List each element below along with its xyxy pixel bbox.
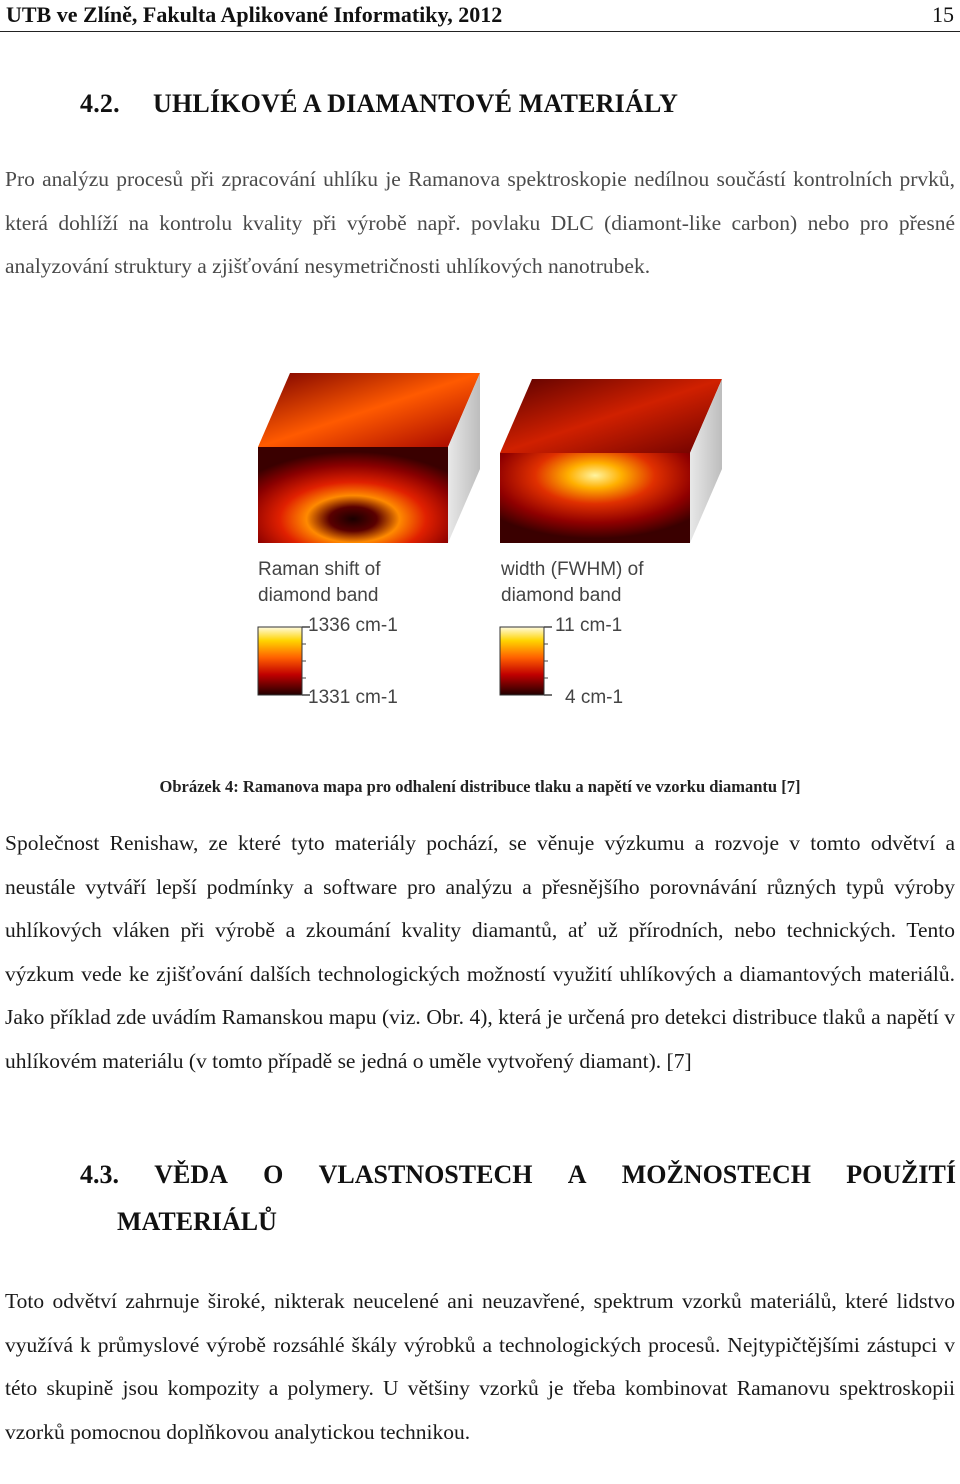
left-scale-title: Raman shift of diamond band (258, 559, 381, 606)
raman-map-figure (250, 365, 730, 715)
heading-word: A (567, 1160, 587, 1189)
heading-word: VLASTNOSTECH (318, 1160, 533, 1189)
right-cube-top (500, 379, 722, 453)
header-title: UTB ve Zlíně, Fakulta Aplikované Informatiky, 2012 (6, 2, 503, 27)
right-color-scale (500, 627, 544, 695)
page-number: 15 (932, 2, 954, 27)
section-heading-4-2 (80, 89, 679, 119)
left-scale-min: 1331 cm-1 (308, 687, 398, 708)
left-cube-front (258, 447, 448, 543)
section-number: 4.3. (80, 1160, 119, 1189)
page-header (0, 0, 960, 32)
right-scale-max: 11 cm-1 (555, 615, 623, 636)
heading-word: VĚDA (154, 1160, 228, 1189)
left-color-scale (258, 627, 302, 695)
paragraph-renishaw: Společnost Renishaw, ze které tyto materiály pochází, se věnuje výzkumu a rozvoje v tomto odvětví a neustále vytváří lepší podmínky a software pro analýzu a přesnějšího porovnávání různých typů výroby uhlíkových vláken při výrobě a zkoumání kvality diamantů, ať už přírodních, nebo technických. Tento výzkum vede ke zjišťování dalších technologických možností využití uhlíkových a diamantových materiálů. Jako příklad zde uvádím Ramanskou mapu (viz. Obr. 4), která je určená pro detekci distribuce tlaků a napětí v uhlíkovém materiálu (v tomto případě se jedná o uměle vytvořený diamant). [7] (5, 831, 955, 1073)
right-scale-title: width (FWHM) of diamond band (501, 559, 644, 606)
section-heading-4-3 (80, 1160, 956, 1190)
heading-word: MOŽNOSTECH (621, 1160, 811, 1189)
paragraph-composites: Toto odvětví zahrnuje široké, nikterak neucelené ani neuzavřené, spektrum vzorků materiálů, které lidstvo využívá k průmyslové výrobě rozsáhlé škály výrobků a technologických procesů. Nejtypičtějšími zástupci v této skupině jsou kompozity a polymery. U většiny vzorků je třeba kombinovat Ramanovu spektroskopii vzorků pomocnou doplňkovou analytickou technikou. (5, 1289, 955, 1444)
figure-caption: Obrázek 4: Ramanova mapa pro odhalení distribuce tlaku a napětí ve vzorku diamantu [7] (159, 777, 801, 796)
heading-word: O (263, 1160, 284, 1189)
right-cube-front (500, 453, 690, 543)
raman-map-image (250, 365, 730, 715)
right-scale-min: 4 cm-1 (565, 687, 624, 708)
left-scale-max: 1336 cm-1 (308, 615, 398, 636)
paragraph-intro: Pro analýzu procesů při zpracování uhlíku je Ramanova spektroskopie nedílnou součástí kontrolních prvků, která dohlíží na kontrolu kvality při výrobě např. povlaku DLC (diamont-like carbon) nebo pro přesné analyzování struktury a zjišťování nesymetričnosti uhlíkových nanotrubek. (5, 167, 955, 278)
heading-word: POUŽITÍ (846, 1160, 956, 1189)
section-number: 4.2. (80, 89, 120, 118)
left-cube-top (258, 373, 480, 447)
section-title: UHLÍKOVÉ A DIAMANTOVÉ MATERIÁLY (153, 89, 679, 118)
section-heading-4-3-line2: MATERIÁLŮ (117, 1207, 277, 1236)
